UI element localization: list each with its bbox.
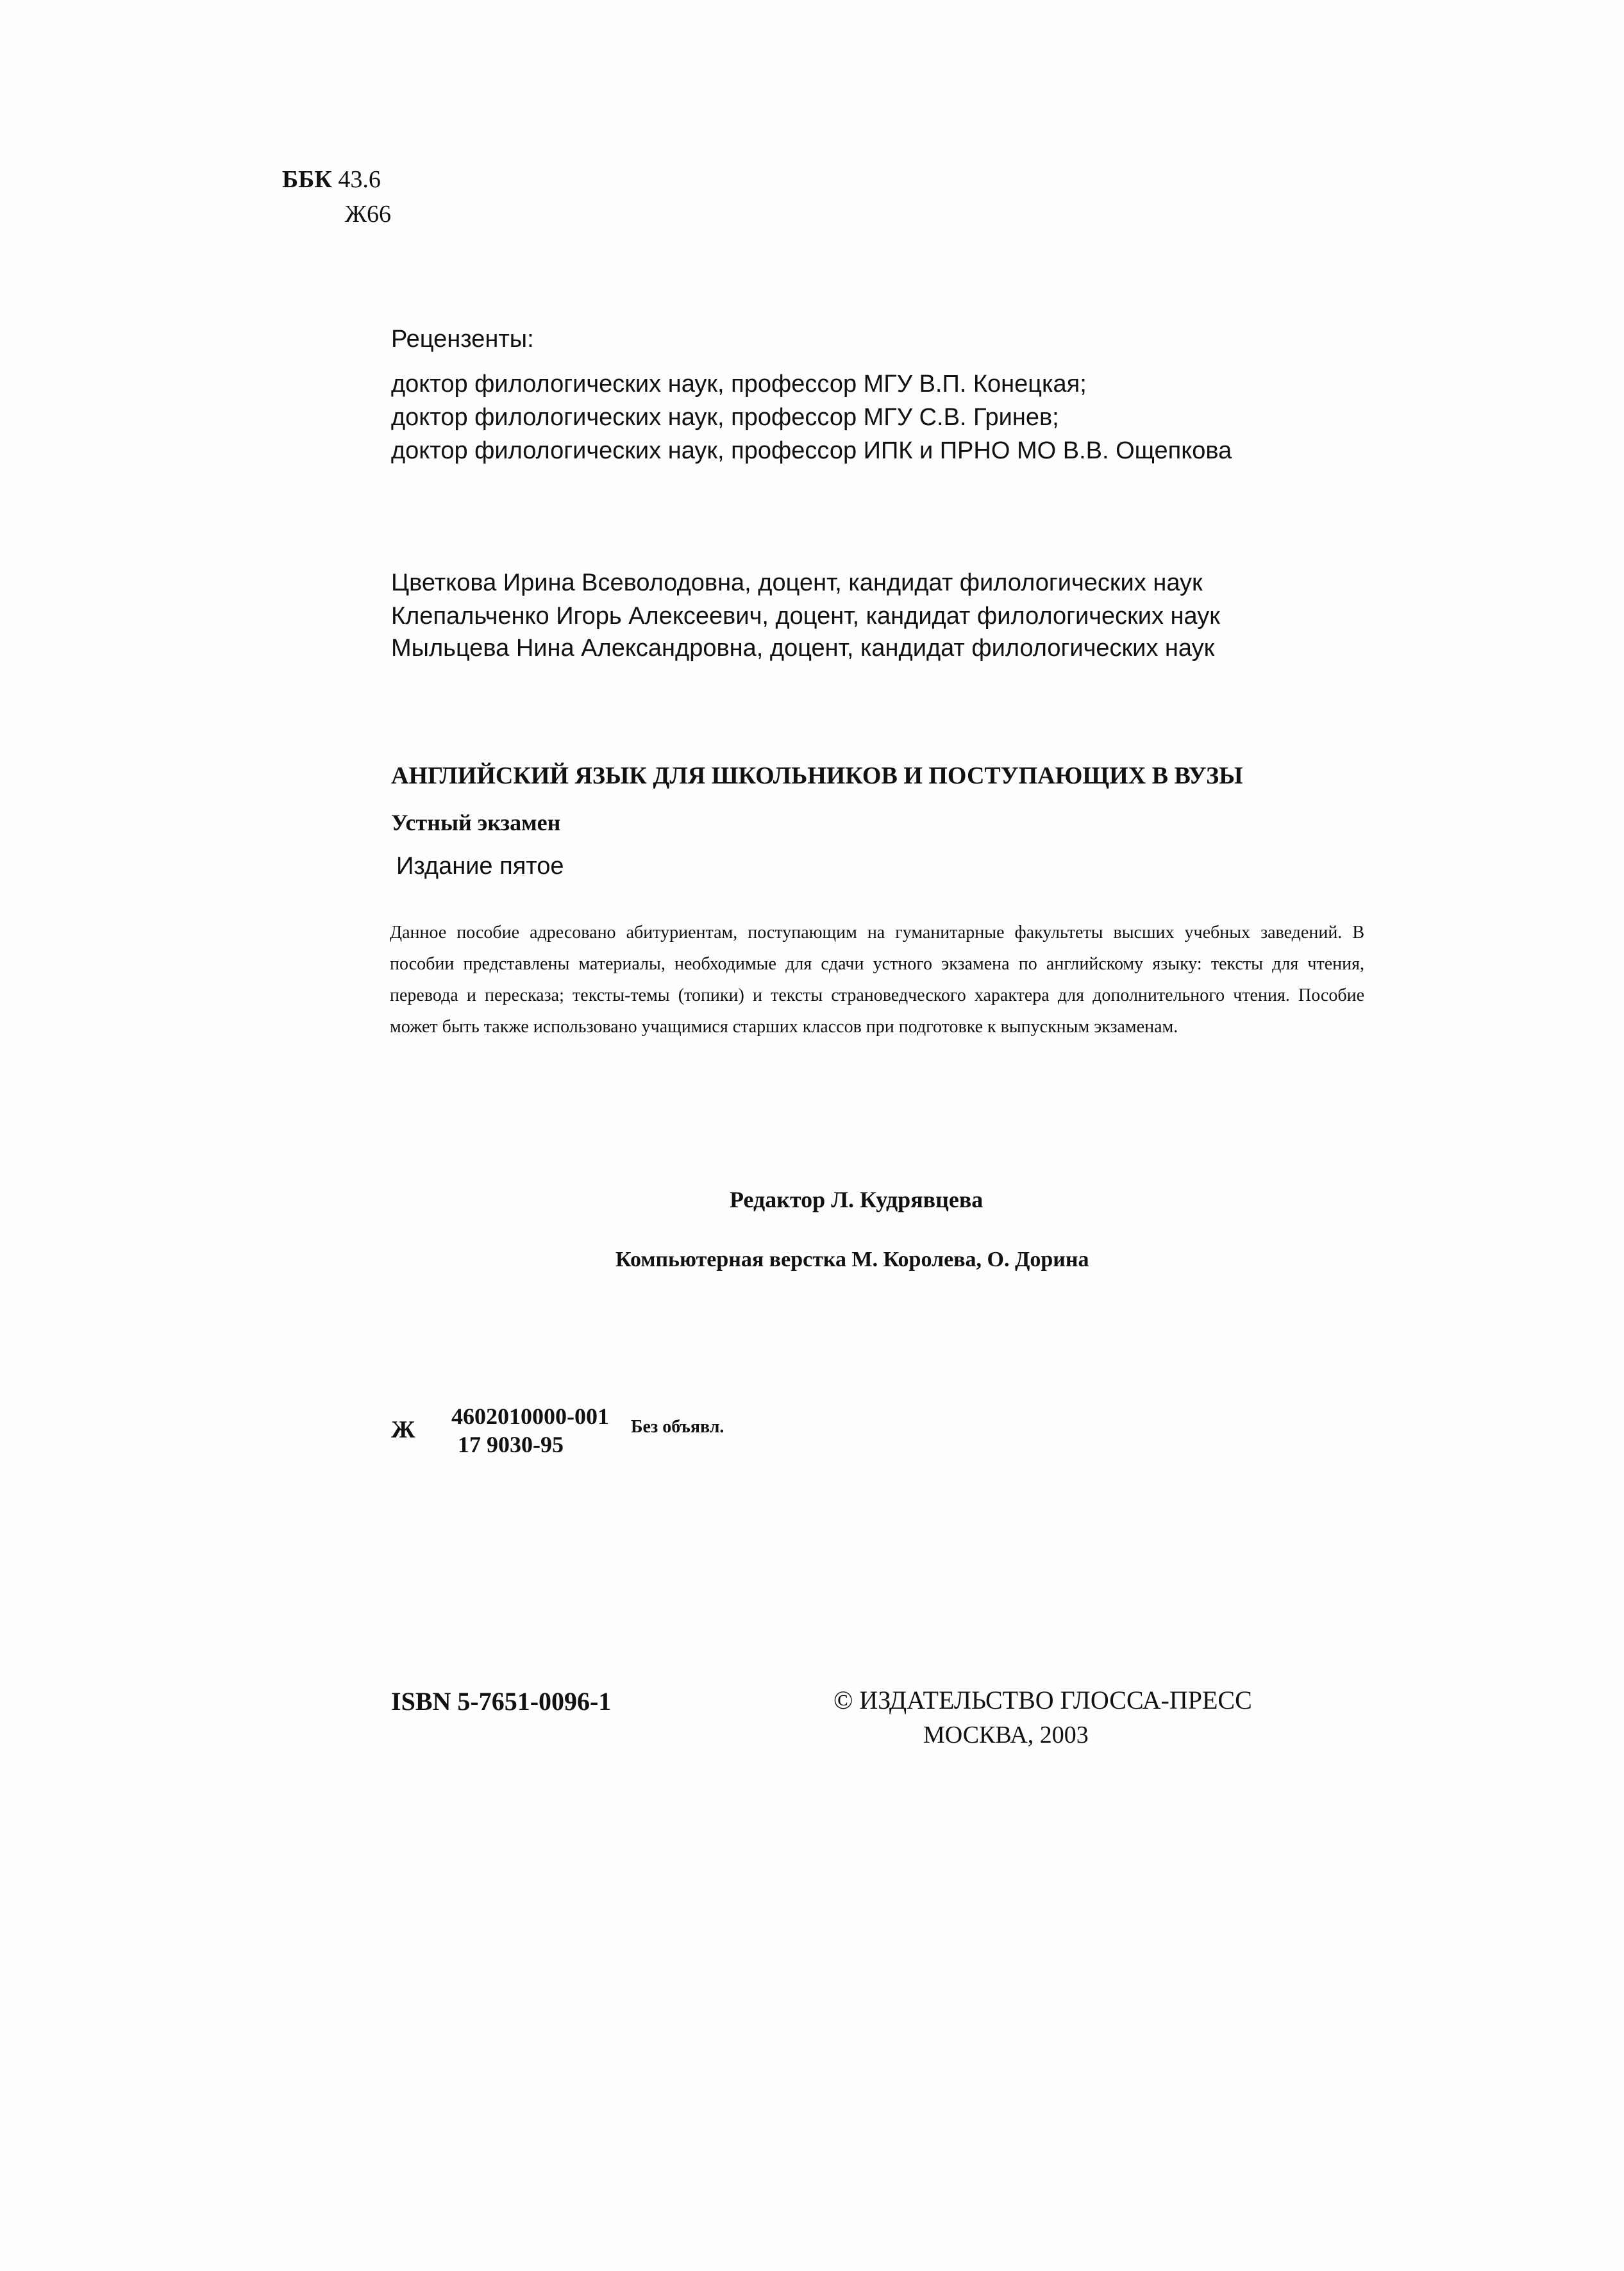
imprint-sale-note: Без объявл. xyxy=(631,1417,724,1437)
bbk-classification xyxy=(282,165,381,194)
reviewer-line: доктор филологических наук, профессор МГУ В.П. Конецкая; xyxy=(391,371,1087,398)
author-line: Цветкова Ирина Всеволодовна, доцент, кандидат филологических наук xyxy=(391,569,1203,596)
reviewers-label: Рецензенты: xyxy=(391,326,534,353)
book-subtitle: Устный экзамен xyxy=(391,810,561,835)
reviewer-line: доктор филологических наук, профессор МГУ С.В. Гринев; xyxy=(391,404,1059,431)
editor-credit: Редактор Л. Кудрявцева xyxy=(730,1187,984,1212)
bbk-number: 43.6 xyxy=(338,166,381,193)
isbn: ISBN 5-7651-0096-1 xyxy=(391,1687,612,1716)
author-line: Клепальченко Игорь Алексеевич, доцент, кандидат филологических наук xyxy=(391,603,1220,630)
author-line: Мыльцева Нина Александровна, доцент, кандидат филологических наук xyxy=(391,635,1215,662)
imprint-letter: Ж xyxy=(391,1416,415,1443)
bbk-label: ББК xyxy=(282,166,332,193)
layout-credit: Компьютерная верстка М. Королева, О. Дорина xyxy=(615,1248,1089,1271)
copyright-notice: © ИЗДАТЕЛЬСТВО ГЛОССА-ПРЕСС xyxy=(833,1686,1252,1714)
imprint-code-top: 4602010000-001 xyxy=(451,1404,609,1429)
book-title: АНГЛИЙСКИЙ ЯЗЫК ДЛЯ ШКОЛЬНИКОВ И ПОСТУПАЮЩИХ В ВУЗЫ xyxy=(391,762,1243,789)
publication-city-year: МОСКВА, 2003 xyxy=(923,1722,1089,1748)
author-mark: Ж66 xyxy=(345,201,392,228)
reviewer-line: доктор филологических наук, профессор ИПК и ПРНО МО В.В. Ощепкова xyxy=(391,437,1232,464)
book-abstract: Данное пособие адресовано абитуриентам, поступающим на гуманитарные факультеты высших учебных заведений. В пособии представлены материалы, необходимые для сдачи устного экзамена по английскому языку: тексты для чтения, перевода и пересказа; тексты-темы (топики) и тексты страноведческого характера для дополнительного чтения. Пособие может быть также использовано учащимися старших классов при подготовке к выпускным экзаменам. xyxy=(390,923,1364,1037)
edition-label: Издание пятое xyxy=(396,853,564,880)
imprint-code-bottom: 17 9030-95 xyxy=(458,1432,564,1457)
